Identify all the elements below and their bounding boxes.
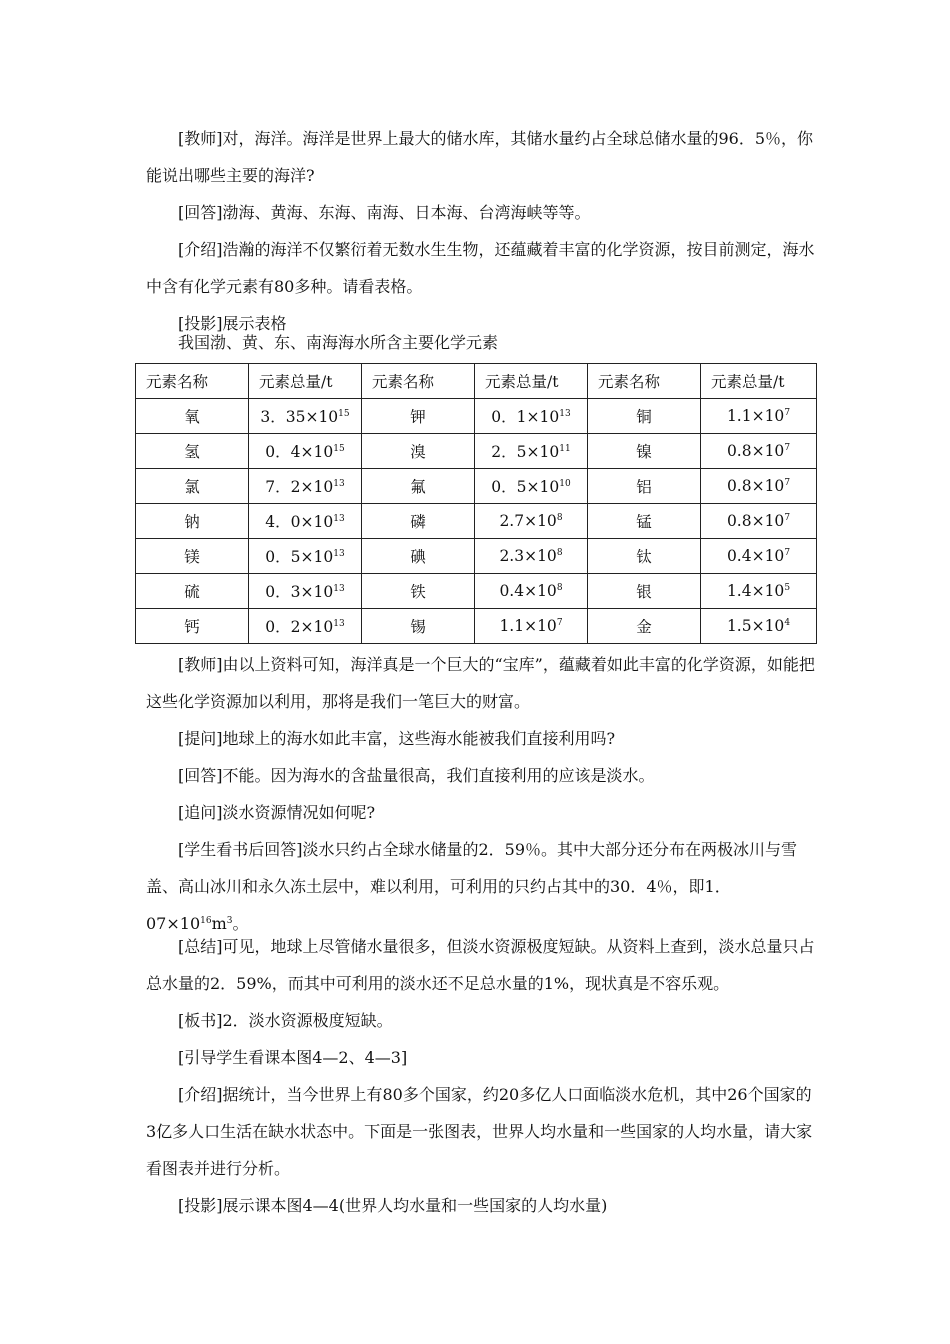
amount-mantissa: 7．2×10 (265, 478, 334, 496)
element-amount-cell (249, 504, 362, 539)
amount-exponent: 11 (559, 444, 571, 454)
amount-mantissa: 1.1×10 (499, 617, 557, 635)
amount-exponent: 15 (333, 444, 345, 454)
amount-mantissa: 0．4×10 (265, 443, 334, 461)
table-row (136, 609, 817, 644)
amount-exponent: 13 (333, 584, 345, 594)
paragraph-answer-freshwater: [回答]不能。因为海水的含盐量很高，我们直接利用的应该是淡水。 (178, 766, 655, 785)
element-name-cell: 氧 (136, 399, 249, 434)
element-amount-cell (701, 399, 817, 434)
table-row (136, 469, 817, 504)
column-header: 元素总量/t (475, 364, 588, 399)
table-row (136, 399, 817, 434)
element-amount-cell (475, 609, 588, 644)
column-header: 元素总量/t (249, 364, 362, 399)
column-header: 元素名称 (588, 364, 701, 399)
column-header: 元素名称 (362, 364, 475, 399)
table-caption: 我国渤、黄、东、南海海水所含主要化学元素 (178, 333, 499, 352)
element-name-cell: 镍 (588, 434, 701, 469)
amount-exponent: 8 (556, 513, 563, 523)
element-name-cell: 钠 (136, 504, 249, 539)
amount-mantissa: 1.4×10 (726, 582, 785, 600)
amount-exponent: 7 (784, 513, 791, 523)
element-amount-cell (701, 434, 817, 469)
element-amount-cell (475, 399, 588, 434)
paragraph-blackboard: [板书]2．淡水资源极度短缺。 (178, 1011, 393, 1030)
paragraph-projection-figure: [投影]展示课本图4—4(世界人均水量和一些国家的人均水量) (178, 1196, 608, 1215)
amount-mantissa: 0．2×10 (265, 618, 334, 636)
element-amount-cell (701, 609, 817, 644)
element-amount-cell (249, 399, 362, 434)
element-name-cell: 锡 (362, 609, 475, 644)
element-name-cell: 氯 (136, 469, 249, 504)
element-amount-cell (249, 434, 362, 469)
element-name-cell: 碘 (362, 539, 475, 574)
amount-mantissa: 0．1×10 (491, 408, 560, 426)
element-name-cell: 铜 (588, 399, 701, 434)
paragraph-summary: [总结]可见，地球上尽管储水量很多，但淡水资源极度短缺。从资料上查到，淡水总量只占总水量的2．59%，而其中可利用的淡水还不足总水量的1%，现状真是不容乐观。 (146, 937, 815, 993)
element-name-cell: 氟 (362, 469, 475, 504)
paragraph-teacher-ocean: [教师]对，海洋。海洋是世界上最大的储水库，其储水量约占全球总储水量的96．5％，你能说出哪些主要的海洋? (146, 129, 814, 185)
element-amount-cell (475, 434, 588, 469)
amount-mantissa: 0．5×10 (491, 478, 560, 496)
amount-exponent: 15 (338, 409, 350, 419)
paragraph-answer-seas: [回答]渤海、黄海、东海、南海、日本海、台湾海峡等等。 (178, 203, 591, 222)
amount-mantissa: 3．35×10 (260, 408, 339, 426)
amount-mantissa: 0．5×10 (265, 548, 334, 566)
amount-exponent: 13 (333, 514, 345, 524)
table-row (136, 574, 817, 609)
amount-mantissa: 0．3×10 (265, 583, 334, 601)
element-amount-cell (249, 574, 362, 609)
amount-mantissa: 0.8×10 (726, 477, 785, 495)
amount-mantissa: 4．0×10 (265, 513, 334, 531)
amount-exponent: 7 (784, 478, 791, 488)
element-name-cell: 钙 (136, 609, 249, 644)
amount-exponent: 7 (556, 618, 563, 628)
element-amount-cell (249, 539, 362, 574)
element-amount-cell (475, 574, 588, 609)
element-name-cell: 铁 (362, 574, 475, 609)
element-amount-cell (249, 469, 362, 504)
paragraph-teacher-treasure: [教师]由以上资料可知，海洋真是一个巨大的“宝库”，蕴藏着如此丰富的化学资源，如能把这些化学资源加以利用，那将是我们一笔巨大的财富。 (146, 655, 815, 711)
element-amount-cell (249, 609, 362, 644)
amount-mantissa: 1.1×10 (726, 407, 785, 425)
amount-exponent: 13 (333, 549, 345, 559)
column-header: 元素总量/t (701, 364, 817, 399)
paragraph-followup: [追问]淡水资源情况如何呢? (178, 803, 376, 822)
paragraph-question: [提问]地球上的海水如此丰富，这些海水能被我们直接利用吗? (178, 729, 616, 748)
amount-mantissa: 1.5×10 (726, 617, 785, 635)
amount-exponent: 10 (559, 479, 571, 489)
element-name-cell: 钛 (588, 539, 701, 574)
paragraph-guide-figures: [引导学生看课本图4—2、4—3] (178, 1048, 408, 1067)
column-header: 元素名称 (136, 364, 249, 399)
element-name-cell: 钾 (362, 399, 475, 434)
amount-exponent: 7 (784, 443, 791, 453)
element-name-cell: 银 (588, 574, 701, 609)
paragraph-student-answer: [学生看书后回答]淡水只约占全球水储量的2．59％。其中大部分还分布在两极冰川与雪盖、高山冰川和永久冻土层中，难以利用，可利用的只约占其中的30．4％，即1．$07\times 10^{16}m^3$。 (146, 840, 798, 933)
amount-mantissa: 2.3×10 (499, 547, 557, 565)
paragraph-intro-crisis: [介绍]据统计，当今世界上有80多个国家，约20多亿人口面临淡水危机，其中26个国家的3亿多人口生活在缺水状态中。下面是一张图表，世界人均水量和一些国家的人均水量，请大家看图表并进行分析。 (146, 1085, 813, 1178)
element-name-cell: 铝 (588, 469, 701, 504)
amount-exponent: 4 (784, 618, 791, 628)
element-name-cell: 金 (588, 609, 701, 644)
amount-exponent: 8 (556, 548, 563, 558)
element-name-cell: 硫 (136, 574, 249, 609)
amount-exponent: 13 (333, 619, 345, 629)
element-amount-cell (701, 469, 817, 504)
amount-exponent: 13 (333, 479, 345, 489)
table-row (136, 539, 817, 574)
element-amount-cell (475, 504, 588, 539)
element-name-cell: 锰 (588, 504, 701, 539)
element-amount-cell (701, 574, 817, 609)
paragraph-projection-table: [投影]展示表格 (178, 314, 287, 333)
table-row (136, 434, 817, 469)
amount-exponent: 8 (556, 583, 563, 593)
element-name-cell: 溴 (362, 434, 475, 469)
element-name-cell: 镁 (136, 539, 249, 574)
elements-table (135, 363, 817, 644)
amount-mantissa: 2.7×10 (499, 512, 557, 530)
amount-mantissa: 2．5×10 (491, 443, 560, 461)
table-header-row (136, 364, 817, 399)
amount-mantissa: 0.4×10 (499, 582, 557, 600)
element-amount-cell (701, 504, 817, 539)
amount-exponent: 13 (559, 409, 571, 419)
amount-mantissa: 0.4×10 (726, 547, 785, 565)
amount-mantissa: 0.8×10 (726, 442, 785, 460)
element-amount-cell (701, 539, 817, 574)
element-amount-cell (475, 539, 588, 574)
element-name-cell: 氢 (136, 434, 249, 469)
amount-exponent: 7 (784, 408, 791, 418)
element-amount-cell (475, 469, 588, 504)
paragraph-intro-resources: [介绍]浩瀚的海洋不仅繁衍着无数水生生物，还蕴藏着丰富的化学资源，按目前测定，海水中含有化学元素有80多种。请看表格。 (146, 240, 815, 296)
amount-exponent: 7 (784, 548, 791, 558)
amount-mantissa: 0.8×10 (726, 512, 785, 530)
element-name-cell: 磷 (362, 504, 475, 539)
table-row (136, 504, 817, 539)
amount-exponent: 5 (784, 583, 791, 593)
